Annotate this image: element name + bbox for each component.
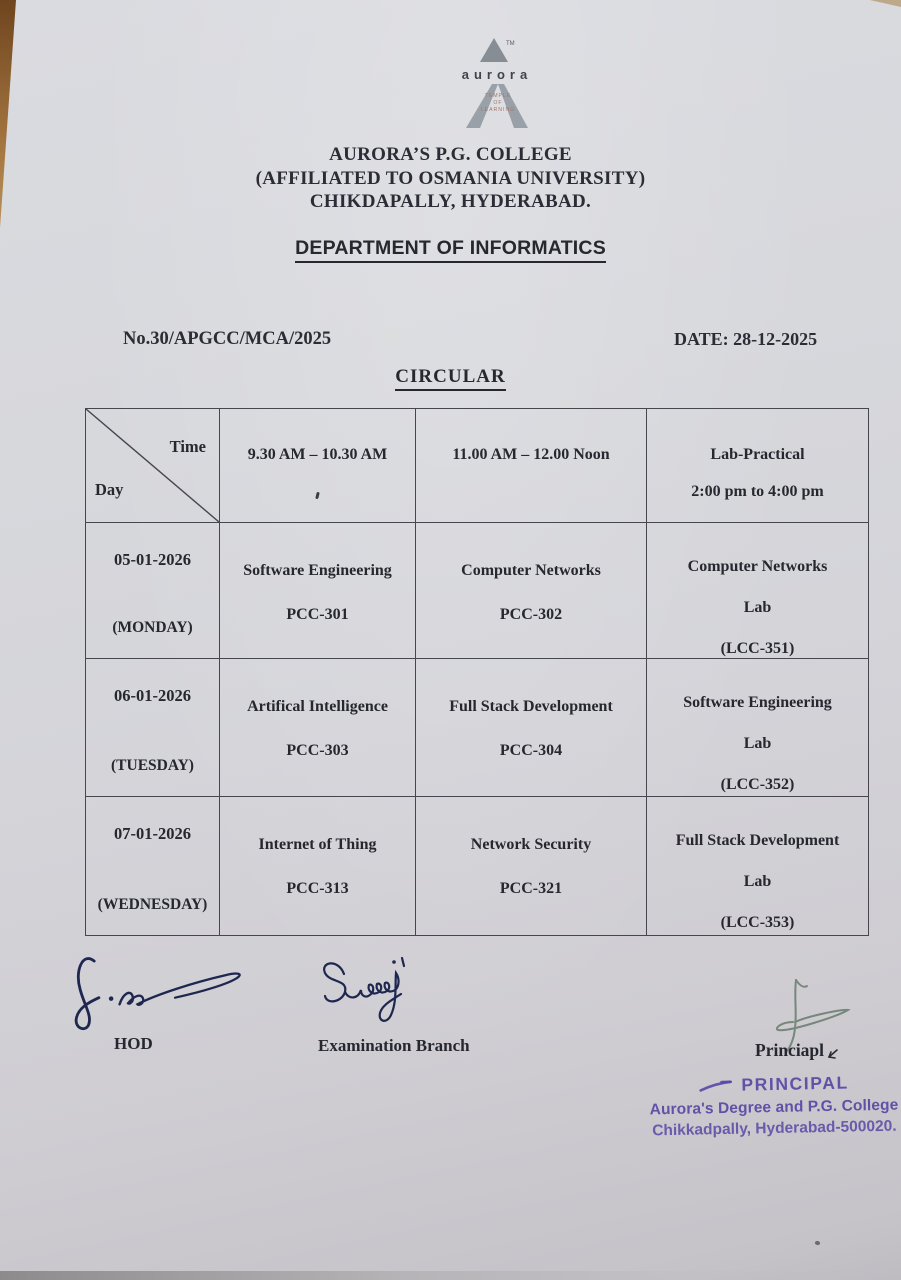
department-heading: DEPARTMENT OF INFORMATICS <box>295 237 606 263</box>
lab-time-range: 2:00 pm to 4:00 pm <box>691 483 824 500</box>
logo-tagline-1: TEMPLE <box>484 93 512 99</box>
logo-wordmark: aurora <box>461 67 533 82</box>
monday-slot1-cell <box>220 523 416 659</box>
header-slot-1 <box>220 409 416 523</box>
principal-typed-label <box>755 1040 839 1061</box>
logo-tm-mark: TM <box>506 41 515 47</box>
subject-code: PCC-302 <box>499 606 563 623</box>
stamp-college-name: Aurora's Degree and P.G. College <box>649 1096 899 1119</box>
subject-code: PCC-301 <box>286 606 349 623</box>
logo-tagline-3: LEARNING <box>480 107 516 113</box>
monday-slot2-cell <box>416 523 647 659</box>
exam-day: (MONDAY) <box>112 619 193 636</box>
header-slot-2 <box>416 409 647 523</box>
college-name: AURORA’S P.G. COLLEGE <box>329 144 572 165</box>
college-location: CHIKDAPALLY, HYDERABAD. <box>309 191 592 212</box>
exam-timetable <box>85 408 869 936</box>
circular-title: CIRCULAR <box>395 366 505 391</box>
lab-word: Lab <box>743 735 772 752</box>
exam-day: (WEDNESDAY) <box>97 896 208 913</box>
stamp-dash-icon <box>698 1079 732 1092</box>
desk-edge-top-right <box>867 0 901 7</box>
diagonal-divider <box>86 409 219 522</box>
hod-label: HOD <box>114 1034 153 1053</box>
wednesday-lab-cell <box>647 797 868 935</box>
lab-practical-label: Lab-Practical <box>710 446 805 463</box>
subject-code: PCC-321 <box>499 880 563 897</box>
examination-branch-signature <box>314 954 448 1028</box>
subject-name: Internet of Thing <box>258 836 377 853</box>
subject-name: Software Engineering <box>243 562 392 579</box>
time-axis-label: Time <box>169 437 206 456</box>
lab-subject: Computer Networks <box>687 558 828 575</box>
principal-label-text: Princiapl <box>755 1040 825 1060</box>
principal-office-stamp <box>647 1072 900 1141</box>
department-heading-row <box>0 237 901 263</box>
logo-left-leg <box>466 84 498 128</box>
day-axis-label: Day <box>95 480 124 499</box>
monday-lab-cell <box>647 523 868 659</box>
lab-subject: Software Engineering <box>683 694 832 711</box>
tuesday-lab-cell <box>647 659 868 797</box>
exam-date: 05-01-2026 <box>114 550 191 569</box>
row-wednesday-date-cell <box>86 797 220 935</box>
lab-code: (LCC-352) <box>720 776 795 793</box>
paper-bottom-shadow <box>0 1271 901 1280</box>
logo-right-leg <box>498 84 528 128</box>
slot2-time-range: 11.00 AM – 12.00 Noon <box>452 446 610 463</box>
subject-code: PCC-313 <box>286 880 349 897</box>
slot1-time-range: 9.30 AM – 10.30 AM <box>247 446 388 463</box>
lab-code: (LCC-353) <box>720 914 795 931</box>
subject-name: Full Stack Development <box>449 698 613 715</box>
circular-ref-number: No.30/APGCC/MCA/2025 <box>123 329 332 349</box>
tuesday-slot2-cell <box>416 659 647 797</box>
lab-subject: Full Stack Development <box>675 832 840 849</box>
wednesday-slot1-cell <box>220 797 416 935</box>
row-tuesday-date-cell <box>86 659 220 797</box>
subject-name: Network Security <box>470 836 592 853</box>
row-monday-date-cell <box>86 523 220 659</box>
subject-code: PCC-304 <box>499 742 563 759</box>
logo-tagline-2: OF <box>493 100 503 106</box>
tuesday-slot1-cell <box>220 659 416 797</box>
college-header <box>0 143 901 214</box>
lab-word: Lab <box>743 599 772 616</box>
exam-date: 06-01-2026 <box>114 686 191 705</box>
header-slot-lab <box>647 409 868 523</box>
subject-name: Artifical Intelligence <box>247 698 388 715</box>
subject-name: Computer Networks <box>461 562 601 579</box>
logo-apex-triangle <box>480 38 508 62</box>
pen-mark-icon <box>825 1047 839 1061</box>
stamp-title: PRINCIPAL <box>741 1072 849 1095</box>
aurora-college-logo-icon <box>440 34 556 134</box>
pen-speck <box>315 492 320 500</box>
corner-day-time-cell <box>86 409 220 523</box>
stamp-address: Chikkadpally, Hyderabad-500020. <box>652 1117 897 1140</box>
circular-date: DATE: 28-12-2025 <box>674 329 818 349</box>
college-affiliation: (AFFILIATED TO OSMANIA UNIVERSITY) <box>255 167 646 189</box>
hod-signature <box>66 948 254 1038</box>
circular-title-row <box>0 366 901 391</box>
exam-date: 07-01-2026 <box>114 824 191 843</box>
subject-code: PCC-303 <box>286 742 349 759</box>
exam-day: (TUESDAY) <box>111 757 194 774</box>
lab-word: Lab <box>743 873 772 890</box>
lab-code: (LCC-351) <box>720 640 795 657</box>
examination-branch-label: Examination Branch <box>318 1036 470 1055</box>
wednesday-slot2-cell <box>416 797 647 935</box>
paper-speck <box>814 1240 820 1246</box>
